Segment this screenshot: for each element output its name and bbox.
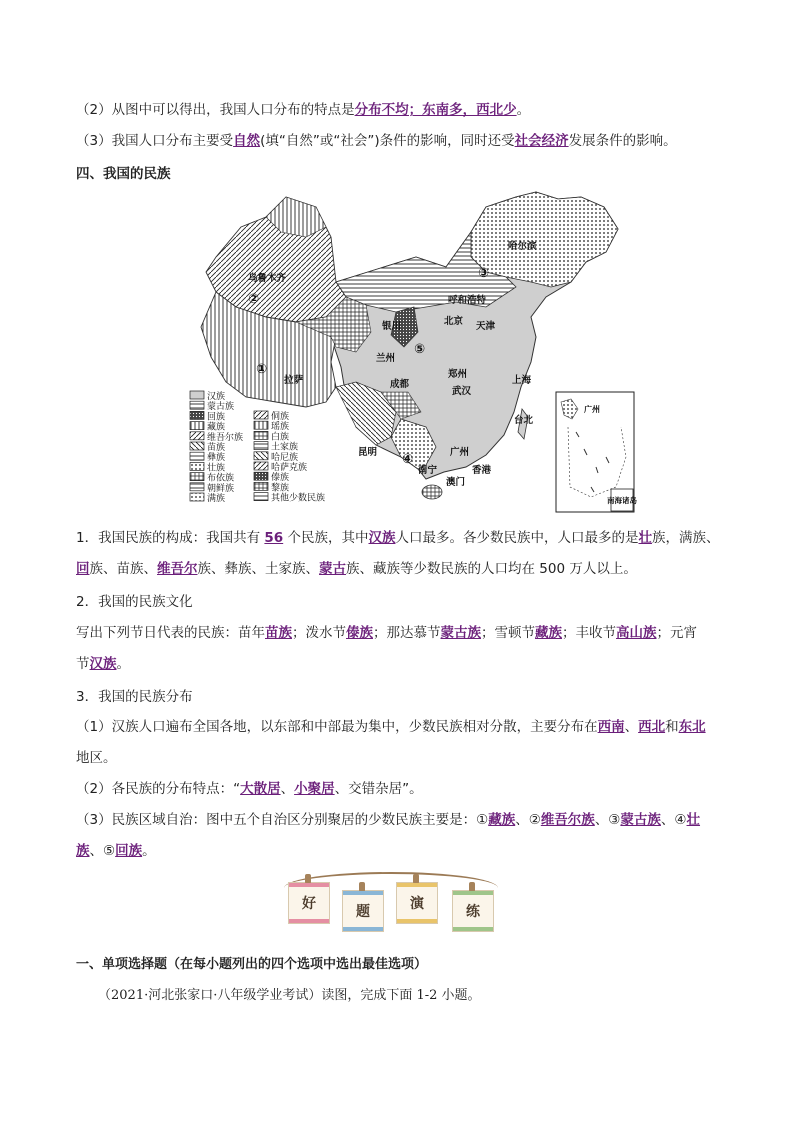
legend-label: 土家族: [271, 442, 299, 453]
banner-card: [396, 882, 438, 924]
item-3-q1-line-1: [76, 717, 724, 737]
legend-swatch: [190, 473, 204, 481]
legend-label: 黎族: [271, 483, 290, 494]
question-text: （3）我国人口分布主要受: [76, 133, 234, 149]
answer: 维吾尔: [157, 561, 198, 577]
legend-label: 朝鲜族: [207, 483, 235, 494]
question-text: 族，满族、: [651, 530, 720, 546]
city-label: 香港: [472, 465, 492, 476]
item-1-line-1: [76, 528, 724, 548]
legend-label: 维吾尔族: [207, 432, 244, 443]
question-text: 。: [116, 656, 130, 672]
question-text: 、: [624, 719, 639, 735]
banner-card: [288, 882, 330, 924]
question-text: ；泼水节: [292, 625, 346, 641]
legend-swatch: [190, 452, 204, 460]
legend-label: 壮族: [207, 463, 226, 474]
question-text: 地区。: [76, 750, 117, 766]
legend-swatch: [190, 462, 204, 470]
map-legend: [190, 390, 243, 504]
legend-label: 汉族: [207, 392, 226, 402]
answer: 东北: [678, 719, 706, 735]
question-text: 个民族，其中: [283, 530, 369, 546]
legend-swatch: [254, 442, 268, 450]
question-text: 族、彝族、土家族、: [197, 561, 319, 577]
city-label: 乌鲁木齐: [248, 273, 287, 284]
item-2-line-2: [76, 654, 724, 674]
legend-swatch: [254, 452, 268, 460]
legend-swatch: [190, 483, 204, 491]
legend-swatch: [254, 431, 268, 439]
answer: 社会经济: [514, 133, 569, 149]
question-text: （2）各民族的分布特点：“: [76, 781, 241, 797]
city-label: 天津: [476, 321, 496, 332]
map-region-northeast: [471, 192, 618, 287]
legend-label: 瑶族: [271, 422, 290, 433]
legend-swatch: [254, 493, 268, 501]
city-label: 拉萨: [284, 375, 304, 386]
question-text: 、交错杂居”。: [334, 781, 423, 797]
legend-label: 苗族: [207, 443, 226, 453]
answer: 回族: [115, 843, 143, 859]
legend-swatch: [190, 401, 204, 409]
city-label: 银川: [382, 321, 402, 332]
circle-label-5: ⑤: [414, 342, 426, 357]
legend-swatch: [190, 391, 204, 399]
exercise-intro: （2021·河北张家口·八年级学业考试）读图，完成下面 1-2 小题。: [98, 988, 481, 1003]
question-text: 、②: [515, 812, 541, 828]
answer: 小聚居: [294, 781, 335, 797]
legend-label: 其他少数民族: [271, 493, 326, 504]
answer: 56: [264, 530, 284, 546]
question-text: 。: [142, 843, 156, 859]
question-text: 1．我国民族的构成：我国共有: [76, 530, 265, 546]
question-3-2: [76, 100, 724, 120]
answer: 西南: [597, 719, 625, 735]
banner-card: [342, 890, 384, 932]
section-heading-ethnic: 四、我国的民族: [76, 166, 171, 182]
question-text: 发展条件的影响。: [568, 133, 677, 149]
legend-swatch: [254, 411, 268, 419]
legend-swatch: [254, 462, 268, 470]
city-label: 南宁: [418, 465, 438, 476]
question-text: ；那达慕节: [373, 625, 441, 641]
question-text: （3）民族区域自治：图中五个自治区分别聚居的少数民族主要是：①: [76, 812, 489, 828]
legend-swatch: [190, 493, 204, 501]
item-3-q3-line-2: [76, 841, 724, 861]
ethnic-distribution-map: [186, 187, 640, 520]
answer: 维吾尔族: [540, 812, 595, 828]
city-label: 广州: [584, 405, 600, 414]
item-1-line-2: [76, 559, 724, 579]
legend-label: 白族: [271, 432, 290, 443]
legend-swatch: [190, 422, 204, 430]
question-text: （1）汉族人口遍布全国各地，以东部和中部最为集中，少数民族相对分散，主要分布在: [76, 719, 598, 735]
legend-label: 彝族: [207, 453, 226, 464]
legend-label: 侗族: [271, 412, 290, 422]
answer: 苗族: [265, 625, 292, 641]
legend-label: 布依族: [207, 473, 235, 484]
question-text: （2）从图中可以得出，我国人口分布的特点是: [76, 102, 355, 118]
city-label: 上海: [512, 375, 532, 386]
banner-card: [452, 890, 494, 932]
map-legend-2: [254, 410, 325, 504]
answer: 分布不均；东南多，西北少: [354, 102, 517, 118]
circle-label-3: ③: [478, 266, 490, 281]
legend-label: 傣族: [271, 473, 290, 484]
question-text: 人口最多。各少数民族中，人口最多的是: [395, 530, 639, 546]
question-3-3: [76, 131, 724, 151]
item-3-q3-line-1: [76, 810, 724, 830]
item-3-q1-line-2: [76, 748, 724, 768]
city-label: 澳门: [446, 477, 466, 488]
question-text: ；元宵: [656, 625, 697, 641]
circle-label-1: ①: [256, 362, 268, 377]
city-label: 郑州: [448, 369, 468, 380]
circle-label-4: ④: [402, 452, 414, 467]
item-3-title: 3．我国的民族分布: [76, 689, 193, 705]
item-3-q2: [76, 779, 724, 799]
answer: 藏族: [535, 625, 562, 641]
question-text: 、④: [660, 812, 687, 828]
answer: 回: [76, 561, 90, 577]
city-label: 武汉: [452, 386, 472, 397]
legend-label: 哈萨克族: [271, 463, 308, 473]
question-text: 、⑤: [89, 843, 116, 859]
answer: 西北: [638, 719, 666, 735]
question-text: 。: [516, 102, 531, 118]
banner-char: 练: [466, 904, 480, 920]
legend-label: 蒙古族: [207, 402, 235, 413]
legend-label: 哈尼族: [271, 452, 299, 463]
answer: 大散居: [240, 781, 281, 797]
question-text: 、: [280, 781, 295, 797]
answer: 蒙古族: [620, 812, 661, 828]
answer: 自然: [233, 133, 261, 149]
legend-label: 回族: [207, 412, 226, 423]
city-label: 哈尔滨: [508, 241, 537, 252]
city-label: 北京: [444, 316, 464, 327]
legend-swatch: [254, 421, 268, 429]
answer: 蒙古族: [440, 625, 481, 641]
city-label: 兰州: [376, 353, 396, 364]
item-2-title: 2．我国的民族文化: [76, 594, 193, 610]
answer: 高山族: [616, 625, 657, 641]
legend-swatch: [254, 482, 268, 490]
answer: 壮: [686, 812, 701, 828]
answer: 傣族: [346, 625, 373, 641]
legend-swatch: [190, 432, 204, 440]
question-text: ；丰收节: [562, 625, 616, 641]
legend-swatch: [190, 442, 204, 450]
answer: 族: [76, 843, 90, 859]
banner-char: 演: [410, 896, 424, 912]
circle-label-2: ②: [248, 292, 260, 307]
answer: 汉族: [89, 656, 117, 672]
city-label: 昆明: [358, 447, 378, 458]
question-text: 节: [76, 656, 90, 672]
question-text: 和: [665, 719, 679, 735]
practice-banner: [278, 870, 504, 936]
south-china-sea-inset: [556, 392, 637, 512]
question-text: 族、苗族、: [89, 561, 157, 577]
legend-label: 藏族: [207, 422, 226, 433]
city-label: 台北: [514, 415, 534, 426]
city-label: 广州: [450, 447, 470, 458]
legend-swatch: [254, 472, 268, 480]
answer: 藏族: [488, 812, 516, 828]
answer: 蒙古: [319, 561, 346, 577]
exercise-heading: 一、单项选择题（在每小题列出的四个选项中选出最佳选项）: [76, 957, 428, 972]
question-text: ；雪顿节: [481, 625, 535, 641]
inset-label: 南海诸岛: [607, 496, 637, 505]
question-text: 写出下列节日代表的民族：苗年: [76, 625, 265, 641]
answer: 汉族: [368, 530, 396, 546]
banner-char: 题: [356, 904, 370, 920]
question-text: (填“自然”或“社会”)条件的影响，同时还受: [260, 133, 515, 149]
answer: 壮: [638, 530, 652, 546]
city-label: 呼和浩特: [448, 295, 487, 306]
legend-label: 满族: [207, 494, 226, 504]
city-label: 成都: [390, 379, 410, 390]
question-text: 族、藏族等少数民族的人口均在 500 万人以上。: [346, 561, 637, 577]
question-text: 、③: [594, 812, 621, 828]
banner-char: 好: [302, 896, 316, 912]
item-2-line-1: [76, 623, 724, 643]
legend-swatch: [190, 411, 204, 419]
